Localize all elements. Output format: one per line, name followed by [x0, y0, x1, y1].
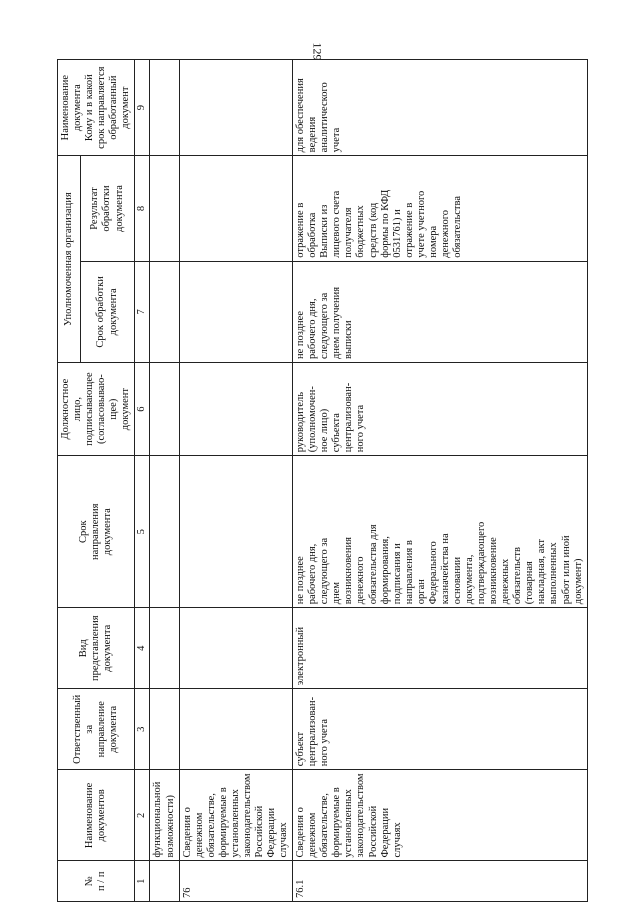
row-document-name: Сведения о денежном обязательстве, формируемые в установленных законодательством Российской Федерации случаях [179, 770, 293, 861]
column-number: 1 [135, 861, 150, 902]
row-processing-result: отражение в обработка Выписки из лицевого счета получателя бюджетных средств (код формы по КФД 0531761) и отражение в учете учетного номера денежного обязательства [293, 156, 588, 261]
header-number: № п / п [58, 861, 135, 902]
row-processing-time [150, 261, 179, 362]
header-processing-result: Результат обработки документа [80, 156, 135, 261]
row-recipient: для обеспечения ведения аналитического учета [293, 60, 588, 156]
row-recipient [179, 60, 293, 156]
column-number: 6 [135, 363, 150, 456]
row-processing-time: не позднее рабочего дня, следующего за днем получения выписки [293, 261, 588, 362]
rotated-table-container [57, 59, 584, 902]
column-number-row [135, 60, 150, 902]
header-form: Вид представления документа [58, 608, 135, 689]
row-document-name: Сведения о денежном обязательстве, формируемые в установленных законодательством Российской Федерации случаях [293, 770, 588, 861]
page-number: 129 [310, 42, 325, 61]
row-signer [179, 363, 293, 456]
row-number [150, 861, 179, 902]
header-recipient: Наименование документа Кому и в какой срок направляется обработанный документ [58, 60, 135, 156]
table-row [179, 60, 293, 902]
row-processing-result [179, 156, 293, 261]
column-number: 2 [135, 770, 150, 861]
row-deadline [179, 456, 293, 608]
row-signer: руководитель (уполномочен- ное лицо) субъекта централизован- ного учета [293, 363, 588, 456]
header-authorized-organization: Уполномоченная организация [58, 156, 81, 363]
row-signer [150, 363, 179, 456]
header-deadline: Срок направления документа [58, 456, 135, 608]
document-table [57, 59, 588, 902]
row-number: 76.1 [293, 861, 588, 902]
column-number: 7 [135, 261, 150, 362]
row-processing-result [150, 156, 179, 261]
row-responsible: субъект централизован- ного учета [293, 689, 588, 770]
row-number: 76 [179, 861, 293, 902]
table-row [293, 60, 588, 902]
row-form: электронный [293, 608, 588, 689]
column-number: 4 [135, 608, 150, 689]
row-deadline: не позднее рабочего дня, следующего за днем возникновения денежного обязательства для формирования, подписания и направления в орган Федерального казначейства на основании документа, подтверждающего возникновение денежных обязательств (товарная накладная, акт выполненных работ или иной документ) [293, 456, 588, 608]
table-row [150, 60, 179, 902]
row-document-name: функциональной возможности) [150, 770, 179, 861]
column-number: 3 [135, 689, 150, 770]
header-signer: Должностное лицо, подписывающее (согласовываю- щее) документ [58, 363, 135, 456]
column-number: 8 [135, 156, 150, 261]
row-form [150, 608, 179, 689]
row-recipient [150, 60, 179, 156]
header-document-name: Наименование документов [58, 770, 135, 861]
row-responsible [179, 689, 293, 770]
row-deadline [150, 456, 179, 608]
header-processing-time: Срок обработки документа [80, 261, 135, 362]
row-responsible [150, 689, 179, 770]
row-processing-time [179, 261, 293, 362]
header-responsible: Ответственный за направление документа [58, 689, 135, 770]
column-number: 9 [135, 60, 150, 156]
column-number: 5 [135, 456, 150, 608]
row-form [179, 608, 293, 689]
